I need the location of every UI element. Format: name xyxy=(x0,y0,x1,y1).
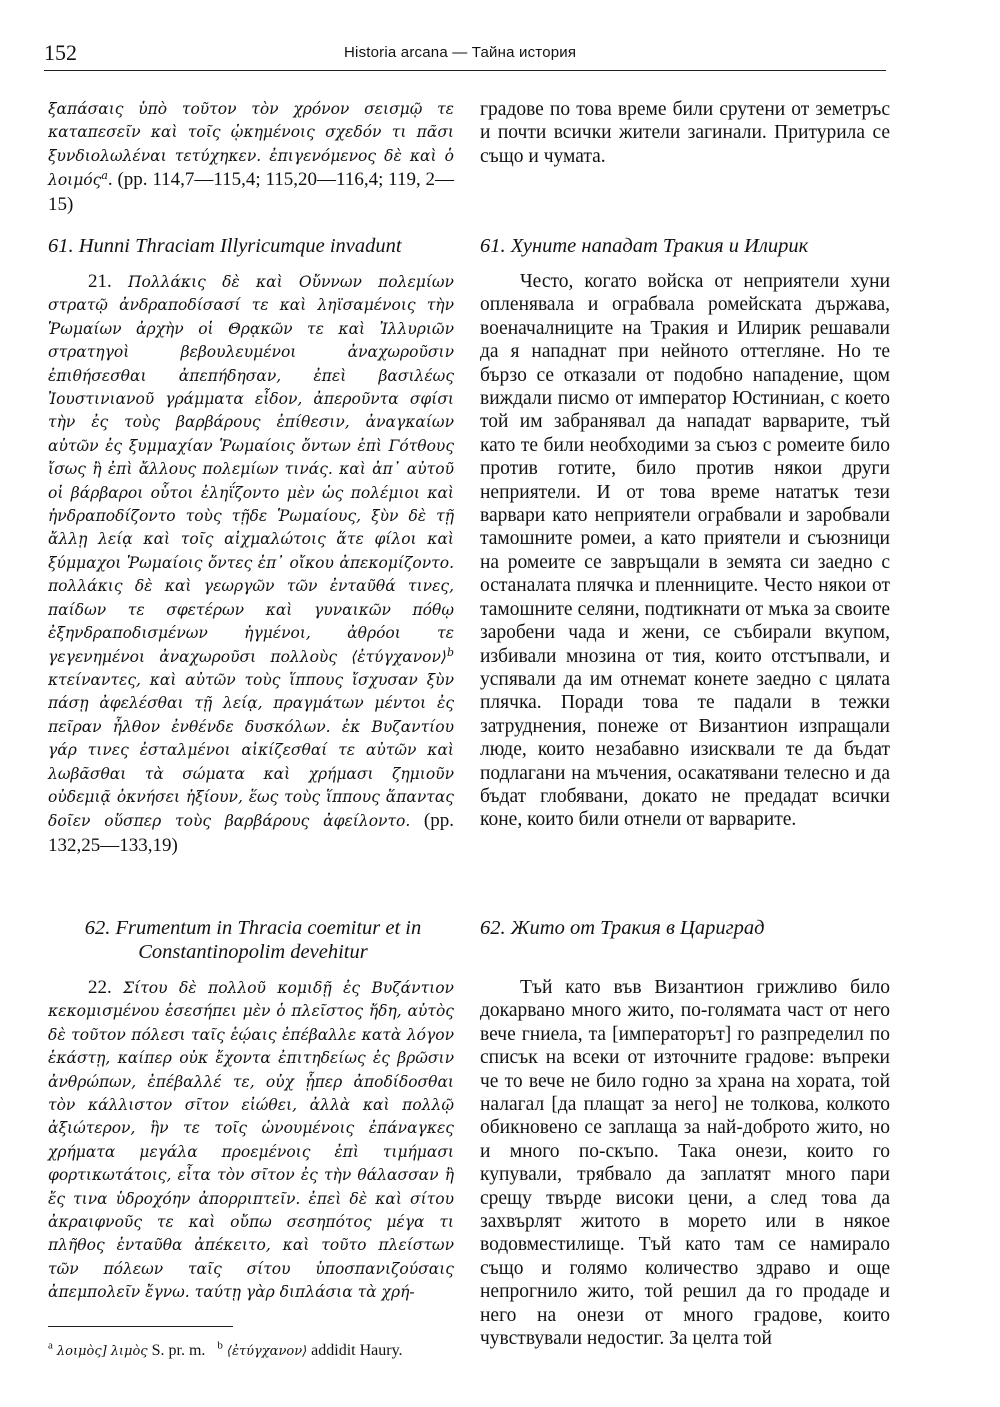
section-61-heading-latin: 61. Hunni Thraciam Illyricumque invadunt xyxy=(48,235,402,257)
footnote-b-text: addidit Haury. xyxy=(307,1342,403,1359)
footnote-a-variant: λιμὸς xyxy=(110,1344,148,1359)
section-61-greek-ref: (pp. 132,25—133,19) xyxy=(48,810,454,856)
footnote-a-text: S. pr. m. xyxy=(147,1342,206,1359)
bulgarian-continuation: градове по това време били срутени от земетръс и почти всички жители загинали. Притурила се също и чумата. xyxy=(480,99,890,167)
section-61-greek-text-a: Πολλάκις δὲ καὶ Οὔννων πολεμίων στρατῷ ἀνδραποδίσασί τε καὶ ληϊσαμένοις τὴν Ῥωμαίων ἀρχὴν οἱ Θρᾳκῶν τε καὶ Ἰλλυριῶν στρατηγοὶ βεβουλευμένοι ἀναχωροῦσιν ἐπιθήσεσθαι ἀπεπήδησαν, ἐπεὶ βασιλέως Ἰουστινιανοῦ γράμματα εἶδον, ἀπεροῦντα σφίσι τὴν ἐς τοὺς βαρβάρους ἐπίθεσιν, ἀναγκαίων αὐτῶν ἐς ξυμμαχίαν Ῥωμαίοις ὄντων ἐπὶ Γότθους ἴσως ἢ ἐπὶ ἄλλους πολεμίων τινάς. καὶ ἀπ᾽ αὐτοῦ οἱ βάρβαροι οὗτοι ἐληΐζοντο μὲν ὡς πολέμιοι καὶ ἠνδραποδίζοντο τοὺς τῇδε Ῥωμαίους, ξὺν δὲ τῇ ἄλλῃ λείᾳ καὶ τοῖς αἰχμαλώτοις ἅτε φίλοι καὶ ξύμμαχοι Ῥωμαίοις ὄντες ἐπ᾽ οἴκου ἀπεκομίζοντο. πολλάκις δὲ καὶ γεωργῶν τῶν ἐνταῦθά τινες, παίδων τε σφετέρων καὶ γυναικῶν πόθῳ ἐξηνδραποδισμένων ἠγμένοι, ἀθρόοι τε γεγενημένοι ἀναχωροῦσι πολλοὺς xyxy=(48,273,454,666)
greek-continuation-text: ξαπάσαις ὑπὸ τοῦτον τὸν χρόνον σεισμῷ τε καταπεσεῖν καὶ τοῖς ᾠκημένοις σχεδόν τι πᾶσι ξυνδιολωλέναι τετύχηκεν. ἐπιγενόμενος δὲ καὶ ὁ λοιμός xyxy=(48,100,454,190)
footnote-b-lemma: ⟨ἐτύγχανον⟩ xyxy=(226,1344,308,1359)
section-61-greek-insert: ⟨ἐτύγχανον⟩ xyxy=(351,647,447,666)
section-62-bulgarian: Тъй като във Византион грижливо било докарвано много жито, по-голямата част от него вече гниела, та [императорът] го разпределил по списък на всеки от източните градове: въпреки че то вече не било годно за храна на хората, той налагал [да плащат за него] не толкова, колкото обикновено се заплаща за най-доброто жито, но и много по-скъпо. Така онези, които го купували, трябвало да заплатят много пари срещу твърде високи цени, а след това да захвърлят житото в морето или в някое водовместилище. Тъй като там се намирало също и голямо количество здраво и още непрогнило жито, той решил да го продаде и него на онези от много градове, които чувствували недостиг. За целта той xyxy=(480,977,890,1350)
footnote-rule xyxy=(48,1326,233,1327)
header-rule xyxy=(44,70,886,71)
footnote-a-lemma: λοιμὸς] xyxy=(56,1344,107,1359)
section-62-greek xyxy=(48,976,454,1305)
section-61-greek xyxy=(48,270,454,858)
section-62-heading-latin-line1: 62. Frumentum in Thracia coemitur et in xyxy=(84,917,422,939)
section-62-heading-bulgarian: 62. Жито от Тракия в Цариград xyxy=(480,917,765,939)
paragraph-number-22: 22. xyxy=(88,977,112,998)
greek-continuation-ref: . (pp. 114,7—115,4; 115,20—116,4; 119, 2—15) xyxy=(48,169,454,215)
paragraph-number-21: 21. xyxy=(88,271,112,292)
footnote-a-mark: a xyxy=(48,1339,53,1352)
page-header xyxy=(44,40,886,72)
section-61-greek-text-b: κτείναντες, καὶ αὐτῶν τοὺς ἵππους ἴσχυσαν ξὺν πάσῃ ἀφελέσθαι τῇ λείᾳ, πραγμάτων μέντοι ἐς πεῖραν ἦλθον ἐνθένδε δυσκόλων. ἐκ Βυζαντίου γάρ τινες ἐσταλμένοι αἰκίζεσθαί τε αὐτῶν καὶ λωβᾶσθαι τὰ σώματα καὶ χρήμασι ζημιοῦν οὐδεμιᾷ ὀκνήσει ἠξίουν, ἕως τοὺς ἵππους ἅπαντας δοῖεν οὕσπερ τοὺς βαρβάρους ἀφείλοντο. xyxy=(48,670,454,831)
page-number: 152 xyxy=(44,40,77,65)
footnotes xyxy=(48,1340,454,1363)
running-title: Historia arcana — Тайна история xyxy=(344,44,577,61)
footnote-b-mark: b xyxy=(217,1339,223,1352)
footnote-marker-b: b xyxy=(446,645,454,659)
section-61-heading-bulgarian: 61. Хуните нападат Тракия и Илирик xyxy=(480,235,809,257)
section-62-heading-latin-line2: Constantinopolim devehitur xyxy=(138,941,368,963)
footnote-marker-a: a xyxy=(101,169,108,183)
section-62-heading-latin xyxy=(48,916,458,964)
greek-continuation xyxy=(48,98,454,217)
section-62-greek-text: Σίτου δὲ πολλοῦ κομιδῇ ἐς Βυζάντιον κεκομισμένου ἐσεσήπει μὲν ὁ πλεῖστος ἤδη, αὐτὸς δὲ τοῦτον πόλεσι ταῖς ἑῴαις ἐπέβαλλε κατὰ λόγον ἑκάστῃ, καίπερ οὐκ ἔχοντα ἐπιτηδείως ἐς βρῶσιν ἀνθρώπων, ἐπέβαλλέ τε, οὐχ ᾗπερ ἀποδίδοσθαι τὸν κάλλιστον σῖτον εἰώθει, ἀλλὰ καὶ πολλῷ ἀξιώτερον, ἣν τε τοῖς ὠνουμένοις ἐπάναγκες χρήματα μεγάλα προεμένοις ἐπὶ τιμήμασι φορτικωτάτοις, εἶτα τὸν σῖτον ἐς τὴν θάλασσαν ἢ ἔς τινα ὑδροχόην ἀπορριπτεῖν. ἐπεὶ δὲ καὶ σίτου ἀκραιφνοῦς τε καὶ οὔπω σεσηπότος μέγα τι πλῆθος ἐνταῦθα ἀπέκειτο, καὶ τοῦτο πλείστων τῶν πόλεων ταῖς σίτου ὑποσπανιζούσαις ἀπεμπολεῖν ἔγνω. ταύτῃ γὰρ διπλάσια τὰ χρή- xyxy=(48,979,454,1302)
section-61-bulgarian: Често, когато войска от неприятели хуни опленявала и ограбвала ромейската държава, военачалниците на Тракия и Илирик решавали да я нападнат при нейното оттегляне. Но те бързо се отказали от подобно нападение, щом виждали писмо от император Юстиниан, с което той им забранявал да нападат варварите, тъй като те били необходими за съюз с ромеите било против готите, било против някои други неприятели. И от това време нататък тези варвари като неприятели ограбвали и заробвали тамошните ромеи, а като приятели и съюзници на ромеите се завръщали в земята си заедно с останалата плячка и пленниците. Често някои от тамошните селяни, подтикнати от мъка за своите заробени чада и жени, се събирали вкупом, избивали мнозина от тия, които отстъпвали, и успявали да им отнемат конете заедно с цялата плячка. Поради това те падали в тежки затруднения, понеже от Византион изпращали люде, които незабавно изисквали те да бъдат подлагани на мъчения, осакатявани телесно и да бъдат глобявани, докато не предадат всички коне, които били отнели от варварите. xyxy=(480,271,890,831)
